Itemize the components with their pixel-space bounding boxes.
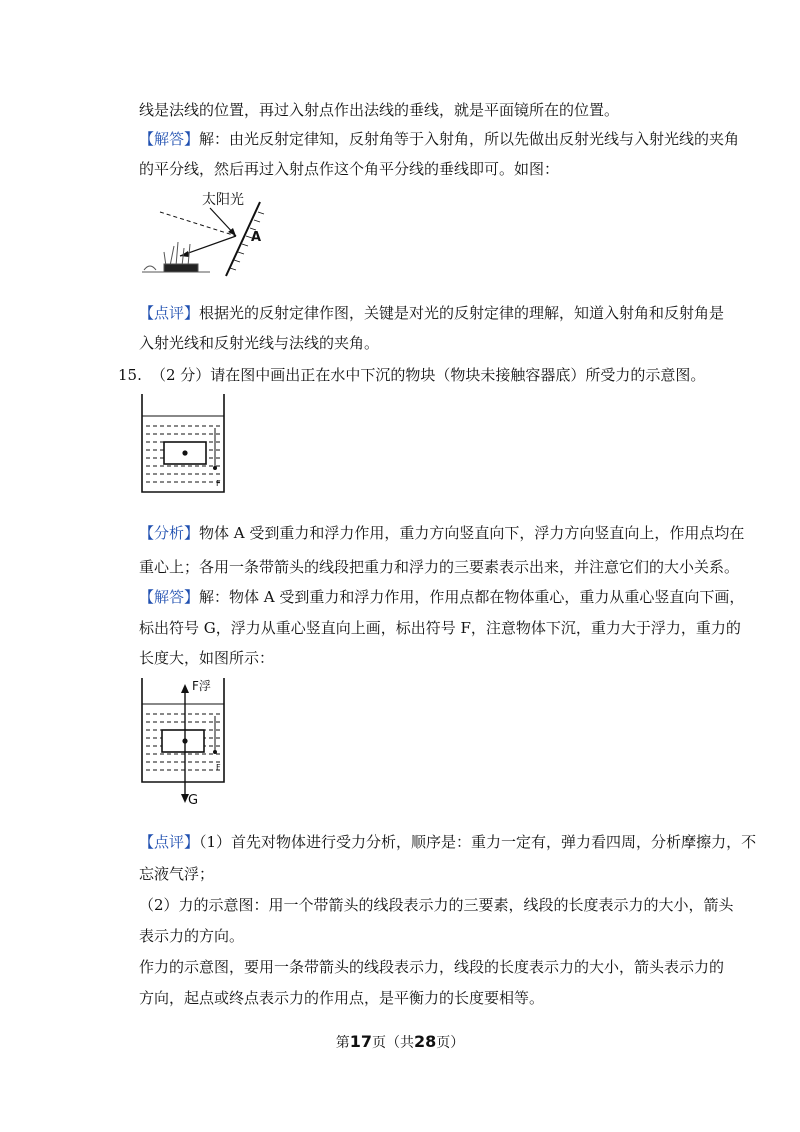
analysis-tag: 【分析】 [139, 524, 200, 542]
analysis-line [139, 523, 744, 543]
answer-tag: 【解答】 [139, 588, 200, 606]
container-figure [140, 392, 240, 496]
comment-tag: 【点评】 [139, 304, 200, 322]
comment-tag: 【点评】 [139, 833, 200, 851]
mark-label: F [216, 763, 221, 772]
answer-line [139, 129, 739, 149]
footer-suffix: 页） [436, 1035, 465, 1051]
text-line: 忘液气浮； [139, 865, 215, 883]
text-line: 的平分线，然后再过入射点作这个角平分线的垂线即可。如图： [139, 160, 560, 178]
answer-text: 解：物体 A 受到重力和浮力作用，作用点都在物体重心，重力从重心竖直向下画， [199, 588, 745, 606]
footer-mid: 页（共 [372, 1035, 414, 1051]
sun-label: 太阳光 [202, 192, 244, 208]
text-line: 线是法线的位置，再过入射点作出法线的垂线，就是平面镜所在的位置。 [139, 101, 620, 119]
analysis-text: 物体 A 受到重力和浮力作用，重力方向竖直向下，浮力方向竖直向上，作用点均在 [199, 524, 745, 542]
total-pages-number: 28 [414, 1032, 437, 1051]
comment-line [139, 303, 724, 323]
comment-text: 根据光的反射定律作图，关键是对光的反射定律的理解，知道入射角和反射角是 [199, 304, 725, 322]
buoyancy-label: F浮 [192, 679, 211, 693]
point-a-label: A [251, 230, 262, 245]
question-text: （2 分）请在图中画出正在水中下沉的物块（物块未接触容器底）所受力的示意图。 [151, 366, 706, 384]
gravity-label: G [188, 793, 199, 808]
text-line: （2）力的示意图：用一个带箭头的线段表示力的三要素，线段的长度表示力的大小，箭头 [139, 896, 734, 914]
text-line: 重心上；各用一条带箭头的线段把重力和浮力的三要素表示出来，并注意它们的大小关系。 [139, 558, 740, 576]
reflection-figure [140, 188, 270, 282]
question-number: 15. [118, 366, 142, 384]
text-line: 作力的示意图，要用一条带箭头的线段表示力，线段的长度表示力的大小，箭头表示力的 [139, 958, 725, 976]
comment-line [139, 832, 756, 852]
text-line: 方向，起点或终点表示力的作用点，是平衡力的长度要相等。 [139, 989, 545, 1007]
text-line: 表示力的方向。 [139, 927, 245, 945]
text-line: 入射光线和反射光线与法线的夹角。 [139, 334, 380, 352]
answer-tag: 【解答】 [139, 130, 200, 148]
text-line: 长度大，如图所示： [139, 649, 275, 667]
text-line: 标出符号 G，浮力从重心竖直向上画，标出符号 F，注意物体下沉，重力大于浮力，重力的 [139, 619, 741, 637]
footer-prefix: 第 [335, 1035, 350, 1051]
comment-text: （1）首先对物体进行受力分析，顺序是：重力一定有，弹力看四周，分析摩擦力，不 [199, 833, 757, 851]
answer-line [139, 587, 744, 607]
page-footer [0, 1032, 800, 1053]
mark-label: F [216, 479, 221, 488]
force-diagram [140, 676, 250, 808]
buoyancy-arrowhead [181, 684, 189, 693]
current-page-number: 17 [349, 1032, 372, 1051]
answer-text: 解：由光反射定律知，反射角等于入射角，所以先做出反射光线与入射光线的夹角 [199, 130, 740, 148]
